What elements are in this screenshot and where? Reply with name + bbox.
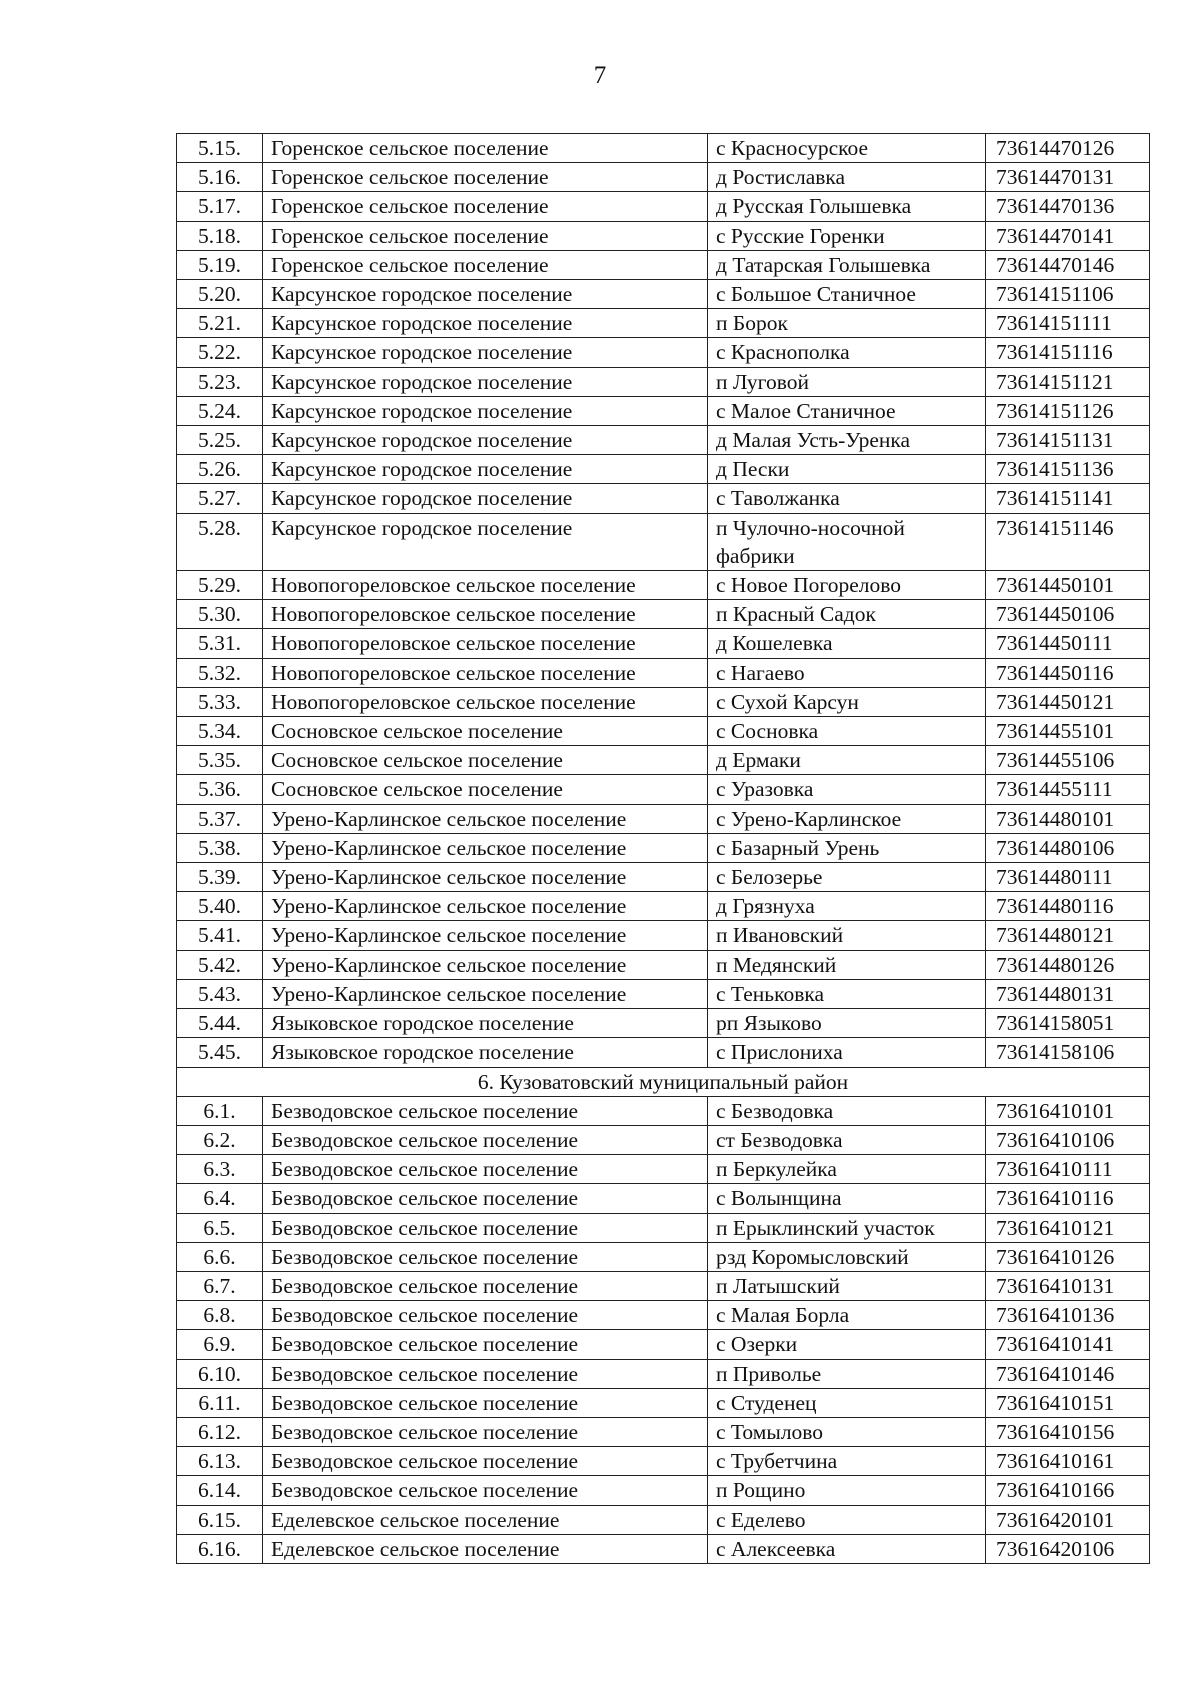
settlement-name: Урено-Карлинское сельское поселение [263, 892, 708, 921]
row-number: 5.32. [177, 658, 263, 687]
row-number: 5.21. [177, 309, 263, 338]
locality-name: п Приволье [708, 1359, 986, 1388]
page-number: 7 [593, 62, 607, 89]
settlement-name: Безводовское сельское поселение [263, 1388, 708, 1417]
row-number: 6.8. [177, 1301, 263, 1330]
settlement-name: Новопогореловское сельское поселение [263, 687, 708, 716]
row-number: 5.35. [177, 746, 263, 775]
locality-name: п Луговой [708, 367, 986, 396]
locality-name: с Озерки [708, 1330, 986, 1359]
settlement-name: Горенское сельское поселение [263, 134, 708, 163]
oktmo-code: 73616410111 [986, 1155, 1150, 1184]
table-row [177, 1476, 1150, 1505]
row-number: 5.37. [177, 804, 263, 833]
table-row [177, 396, 1150, 425]
section-header-row [177, 1067, 1150, 1096]
oktmo-code: 73616410106 [986, 1125, 1150, 1154]
table-row [177, 658, 1150, 687]
row-number: 6.6. [177, 1242, 263, 1271]
oktmo-code: 73614470136 [986, 192, 1150, 221]
locality-name: п Латышский [708, 1271, 986, 1300]
settlement-name: Урено-Карлинское сельское поселение [263, 804, 708, 833]
settlement-name: Безводовское сельское поселение [263, 1301, 708, 1330]
oktmo-code: 73616410151 [986, 1388, 1150, 1417]
oktmo-code: 73614480106 [986, 833, 1150, 862]
oktmo-code: 73614480116 [986, 892, 1150, 921]
locality-name: п Борок [708, 309, 986, 338]
settlement-name: Безводовское сельское поселение [263, 1271, 708, 1300]
locality-name: с Новое Погорелово [708, 571, 986, 600]
table-row [177, 571, 1150, 600]
settlement-name: Языковское городское поселение [263, 1009, 708, 1038]
table-row [177, 833, 1150, 862]
table-row [177, 221, 1150, 250]
row-number: 6.5. [177, 1213, 263, 1242]
locality-name: п Красный Садок [708, 600, 986, 629]
oktmo-code: 73614455111 [986, 775, 1150, 804]
locality-name: с Базарный Урень [708, 833, 986, 862]
locality-name: д Грязнуха [708, 892, 986, 921]
oktmo-code: 73614151121 [986, 367, 1150, 396]
row-number: 5.39. [177, 863, 263, 892]
settlement-name: Безводовское сельское поселение [263, 1184, 708, 1213]
locality-name: ст Безводовка [708, 1125, 986, 1154]
settlement-name: Новопогореловское сельское поселение [263, 571, 708, 600]
oktmo-code: 73614158051 [986, 1009, 1150, 1038]
settlement-name: Урено-Карлинское сельское поселение [263, 863, 708, 892]
table-row [177, 1155, 1150, 1184]
table-row [177, 804, 1150, 833]
locality-name: с Алексеевка [708, 1534, 986, 1563]
oktmo-code: 73616410121 [986, 1213, 1150, 1242]
oktmo-code: 73614450111 [986, 629, 1150, 658]
row-number: 6.10. [177, 1359, 263, 1388]
locality-name: с Безводовка [708, 1096, 986, 1125]
row-number: 5.17. [177, 192, 263, 221]
settlement-name: Безводовское сельское поселение [263, 1359, 708, 1388]
section-title: 6. Кузоватовский муниципальный район [177, 1067, 1150, 1096]
oktmo-code: 73616410156 [986, 1417, 1150, 1446]
locality-name: с Еделево [708, 1505, 986, 1534]
settlement-name: Сосновское сельское поселение [263, 775, 708, 804]
table-row [177, 484, 1150, 513]
settlement-name: Урено-Карлинское сельское поселение [263, 950, 708, 979]
table-row [177, 629, 1150, 658]
row-number: 6.2. [177, 1125, 263, 1154]
oktmo-registry-table [176, 133, 1150, 1564]
locality-name: п Рощино [708, 1476, 986, 1505]
locality-name: с Томылово [708, 1417, 986, 1446]
table-row [177, 513, 1150, 570]
table-row [177, 1330, 1150, 1359]
settlement-name: Карсунское городское поселение [263, 513, 708, 570]
locality-name: п Ерыклинский участок [708, 1213, 986, 1242]
settlement-name: Безводовское сельское поселение [263, 1447, 708, 1476]
settlement-name: Горенское сельское поселение [263, 250, 708, 279]
locality-name: с Большое Станичное [708, 280, 986, 309]
row-number: 5.23. [177, 367, 263, 396]
table-row [177, 687, 1150, 716]
locality-name: д Ермаки [708, 746, 986, 775]
settlement-name: Сосновское сельское поселение [263, 717, 708, 746]
table-row [177, 892, 1150, 921]
oktmo-code: 73614151116 [986, 338, 1150, 367]
table-row [177, 717, 1150, 746]
oktmo-code: 73614151136 [986, 455, 1150, 484]
row-number: 5.31. [177, 629, 263, 658]
table-row [177, 338, 1150, 367]
settlement-name: Сосновское сельское поселение [263, 746, 708, 775]
oktmo-code: 73616410101 [986, 1096, 1150, 1125]
oktmo-code: 73614480126 [986, 950, 1150, 979]
settlement-name: Еделевское сельское поселение [263, 1505, 708, 1534]
row-number: 6.3. [177, 1155, 263, 1184]
locality-name: с Прислониха [708, 1038, 986, 1067]
oktmo-code: 73614480111 [986, 863, 1150, 892]
table-row [177, 1534, 1150, 1563]
oktmo-code: 73614151106 [986, 280, 1150, 309]
settlement-name: Новопогореловское сельское поселение [263, 658, 708, 687]
row-number: 5.19. [177, 250, 263, 279]
row-number: 6.14. [177, 1476, 263, 1505]
row-number: 6.11. [177, 1388, 263, 1417]
row-number: 5.22. [177, 338, 263, 367]
locality-name: с Волынщина [708, 1184, 986, 1213]
locality-name: с Сосновка [708, 717, 986, 746]
oktmo-code: 73614158106 [986, 1038, 1150, 1067]
locality-name: рзд Коромысловский [708, 1242, 986, 1271]
oktmo-code: 73614470146 [986, 250, 1150, 279]
table-row [177, 1417, 1150, 1446]
settlement-name: Карсунское городское поселение [263, 309, 708, 338]
table-row [177, 921, 1150, 950]
row-number: 5.38. [177, 833, 263, 862]
locality-name: с Трубетчина [708, 1447, 986, 1476]
row-number: 5.24. [177, 396, 263, 425]
locality-name: д Кошелевка [708, 629, 986, 658]
row-number: 5.41. [177, 921, 263, 950]
settlement-name: Языковское городское поселение [263, 1038, 708, 1067]
settlement-name: Урено-Карлинское сельское поселение [263, 979, 708, 1008]
settlement-name: Безводовское сельское поселение [263, 1476, 708, 1505]
row-number: 6.7. [177, 1271, 263, 1300]
table-row [177, 280, 1150, 309]
row-number: 5.16. [177, 163, 263, 192]
locality-name: с Русские Горенки [708, 221, 986, 250]
oktmo-code: 73616410116 [986, 1184, 1150, 1213]
table-row [177, 1096, 1150, 1125]
oktmo-code: 73616420101 [986, 1505, 1150, 1534]
locality-name: с Красносурское [708, 134, 986, 163]
locality-name: п Медянский [708, 950, 986, 979]
row-number: 5.20. [177, 280, 263, 309]
locality-name: с Малое Станичное [708, 396, 986, 425]
settlement-name: Безводовское сельское поселение [263, 1155, 708, 1184]
table-row [177, 1213, 1150, 1242]
locality-name: д Татарская Голышевка [708, 250, 986, 279]
locality-name: рп Языково [708, 1009, 986, 1038]
settlement-name: Карсунское городское поселение [263, 367, 708, 396]
locality-name: с Уразовка [708, 775, 986, 804]
row-number: 6.1. [177, 1096, 263, 1125]
settlement-name: Горенское сельское поселение [263, 192, 708, 221]
table-row [177, 1009, 1150, 1038]
settlement-name: Безводовское сельское поселение [263, 1125, 708, 1154]
table-row [177, 746, 1150, 775]
row-number: 5.33. [177, 687, 263, 716]
row-number: 5.29. [177, 571, 263, 600]
table-row [177, 309, 1150, 338]
oktmo-code: 73614455101 [986, 717, 1150, 746]
table-row [177, 134, 1150, 163]
row-number: 6.13. [177, 1447, 263, 1476]
settlement-name: Новопогореловское сельское поселение [263, 600, 708, 629]
locality-name: п Беркулейка [708, 1155, 986, 1184]
table-row [177, 1447, 1150, 1476]
settlement-name: Безводовское сельское поселение [263, 1213, 708, 1242]
settlement-name: Карсунское городское поселение [263, 396, 708, 425]
oktmo-code: 73616410166 [986, 1476, 1150, 1505]
row-number: 5.15. [177, 134, 263, 163]
settlement-name: Безводовское сельское поселение [263, 1417, 708, 1446]
table-row [177, 1125, 1150, 1154]
locality-name: с Урено-Карлинское [708, 804, 986, 833]
oktmo-code: 73614480131 [986, 979, 1150, 1008]
oktmo-code: 73616410161 [986, 1447, 1150, 1476]
locality-name: д Русская Голышевка [708, 192, 986, 221]
row-number: 6.9. [177, 1330, 263, 1359]
locality-name: д Малая Усть-Уренка [708, 426, 986, 455]
table-row [177, 1242, 1150, 1271]
oktmo-code: 73614450106 [986, 600, 1150, 629]
settlement-name: Горенское сельское поселение [263, 221, 708, 250]
oktmo-code: 73616420106 [986, 1534, 1150, 1563]
oktmo-code: 73616410146 [986, 1359, 1150, 1388]
oktmo-code: 73616410131 [986, 1271, 1150, 1300]
oktmo-code: 73614151141 [986, 484, 1150, 513]
row-number: 5.25. [177, 426, 263, 455]
row-number: 5.34. [177, 717, 263, 746]
oktmo-code: 73616410136 [986, 1301, 1150, 1330]
settlement-name: Безводовское сельское поселение [263, 1242, 708, 1271]
table-row [177, 863, 1150, 892]
locality-name: с Краснополка [708, 338, 986, 367]
table-row [177, 950, 1150, 979]
table-row [177, 1359, 1150, 1388]
oktmo-code: 73614450101 [986, 571, 1150, 600]
settlement-name: Карсунское городское поселение [263, 338, 708, 367]
table-row [177, 426, 1150, 455]
settlement-name: Новопогореловское сельское поселение [263, 629, 708, 658]
oktmo-code: 73614470126 [986, 134, 1150, 163]
locality-name: п Ивановский [708, 921, 986, 950]
locality-name: с Студенец [708, 1388, 986, 1417]
settlement-name: Урено-Карлинское сельское поселение [263, 833, 708, 862]
oktmo-code: 73616410126 [986, 1242, 1150, 1271]
table-body [177, 134, 1150, 1564]
table-row [177, 455, 1150, 484]
settlement-name: Карсунское городское поселение [263, 484, 708, 513]
settlement-name: Безводовское сельское поселение [263, 1330, 708, 1359]
row-number: 6.4. [177, 1184, 263, 1213]
table-row [177, 163, 1150, 192]
table-row [177, 1271, 1150, 1300]
oktmo-code: 73614455106 [986, 746, 1150, 775]
row-number: 5.28. [177, 513, 263, 570]
table-row [177, 367, 1150, 396]
locality-name: п Чулочно-носочной фабрики [708, 513, 986, 570]
locality-name: с Нагаево [708, 658, 986, 687]
row-number: 5.26. [177, 455, 263, 484]
row-number: 5.43. [177, 979, 263, 1008]
row-number: 5.40. [177, 892, 263, 921]
oktmo-code: 73614450116 [986, 658, 1150, 687]
table-row [177, 1388, 1150, 1417]
row-number: 6.16. [177, 1534, 263, 1563]
settlement-name: Безводовское сельское поселение [263, 1096, 708, 1125]
oktmo-code: 73614470141 [986, 221, 1150, 250]
table-row [177, 979, 1150, 1008]
oktmo-code: 73614151126 [986, 396, 1150, 425]
oktmo-code: 73614450121 [986, 687, 1150, 716]
row-number: 5.44. [177, 1009, 263, 1038]
settlement-name: Карсунское городское поселение [263, 455, 708, 484]
oktmo-code: 73614151146 [986, 513, 1150, 570]
locality-name: с Сухой Карсун [708, 687, 986, 716]
locality-name: с Малая Борла [708, 1301, 986, 1330]
locality-name: д Пески [708, 455, 986, 484]
oktmo-code: 73616410141 [986, 1330, 1150, 1359]
locality-name: с Таволжанка [708, 484, 986, 513]
oktmo-code: 73614470131 [986, 163, 1150, 192]
settlement-name: Еделевское сельское поселение [263, 1534, 708, 1563]
table-row [177, 1184, 1150, 1213]
row-number: 5.45. [177, 1038, 263, 1067]
row-number: 5.42. [177, 950, 263, 979]
oktmo-code: 73614151111 [986, 309, 1150, 338]
row-number: 5.30. [177, 600, 263, 629]
row-number: 5.27. [177, 484, 263, 513]
settlement-name: Карсунское городское поселение [263, 280, 708, 309]
table-row [177, 192, 1150, 221]
table-row [177, 1038, 1150, 1067]
table-row [177, 250, 1150, 279]
settlement-name: Карсунское городское поселение [263, 426, 708, 455]
oktmo-code: 73614480121 [986, 921, 1150, 950]
table-row [177, 1505, 1150, 1534]
locality-name: с Теньковка [708, 979, 986, 1008]
locality-name: с Белозерье [708, 863, 986, 892]
row-number: 6.15. [177, 1505, 263, 1534]
row-number: 5.36. [177, 775, 263, 804]
settlement-name: Урено-Карлинское сельское поселение [263, 921, 708, 950]
table-row [177, 1301, 1150, 1330]
table-row [177, 600, 1150, 629]
locality-name: д Ростиславка [708, 163, 986, 192]
oktmo-code: 73614480101 [986, 804, 1150, 833]
settlement-name: Горенское сельское поселение [263, 163, 708, 192]
table-row [177, 775, 1150, 804]
row-number: 5.18. [177, 221, 263, 250]
oktmo-code: 73614151131 [986, 426, 1150, 455]
row-number: 6.12. [177, 1417, 263, 1446]
